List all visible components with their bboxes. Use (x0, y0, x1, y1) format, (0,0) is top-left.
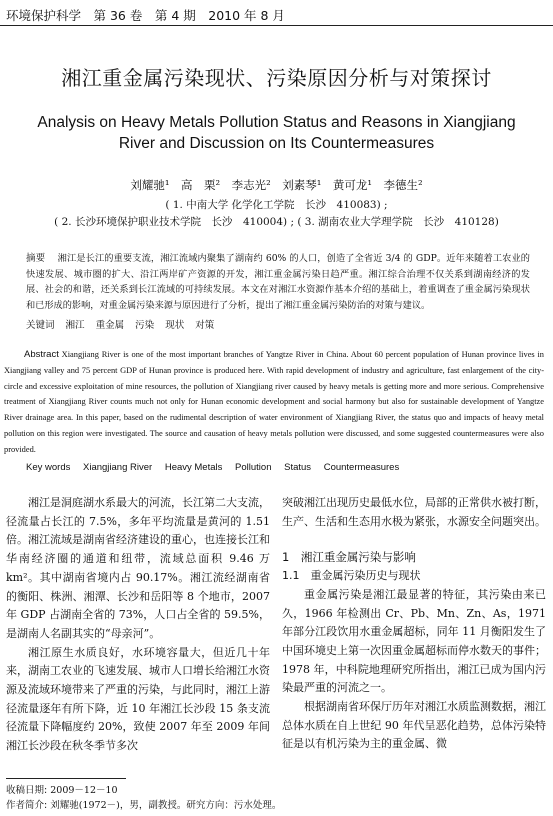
abstract-english-text: Xiangjiang River is one of the most important branches of Yangtze River in China. About 60 percent population of Hunan province lives in Xiangjiang valley and 75 percent GDP of Hunan province is produced here. With rapid development of industry and agriculture, fast enlargement of the city- circle and excessive exploitation of mine resources, the pollution of Xiangjiang river caused by heavy metals is getting more and more serious. Comprehensive treatment of Xiangjiang River counts much not only for Hunan economic development and social harmony but also for sustainable development of Yangtze River drainage area. In this paper, based on the rudimental description of water environment of Xiangjiang River, the status quo and impacts of heavy metal pollution on this region were investigated. The source and causation of heavy metals pollution were discussed, and some suggested countermeasures were also provided. (4, 350, 544, 454)
abstract-chinese-label: 摘要 (26, 253, 46, 264)
abstract-chinese (26, 251, 530, 313)
abstract-english-label: Abstract (24, 349, 59, 360)
author-bio (6, 797, 281, 811)
keywords-english (26, 462, 530, 473)
body-paragraph: 湘江是洞庭湖水系最大的河流，长江第二大支流，径流量占长江的 7.5%，多年平均流量是黄河的 1.51 倍。湘江流域是湖南省经济建设的重心，也连接长江和华南经济圈的通道和纽带，流域总面积 9.46 万 km²。其中湖南省境内占 90.17%。湘江流经湖南省的衡阳、株洲、湘潭、长沙和岳阳等 8 个地市，2007 年 GDP 占湖南全省的 73%，人口占全省的 59.5%，是湖南人名副其实的“母亲河”。 (6, 496, 270, 640)
section-heading-1: 1 湘江重金属污染与影响 (282, 550, 416, 565)
keyword-en-5: Countermeasures (323, 462, 400, 473)
running-header: 环境保护科学 第 36 卷 第 4 期 2010 年 8 月 (6, 8, 285, 23)
title-english-line-1: Analysis on Heavy Metals Pollution Status and Reasons in Xiangjiang (37, 114, 516, 131)
keyword-en-1: Xiangjiang River (83, 462, 153, 473)
abstract-chinese-text: 湘江是长江的重要支流，湘江流域内聚集了湖南约 60% 的人口，创造了全省近 3/4 的 GDP。近年来随着工农业的快速发展、城市圈的扩大、沿江两岸矿产资源的开发，湘江重金属污染日趋严重。湘江综合治理不仅关系到湖南经济的发展、社会的和谐，还关系到长江流域的可持续发展。本文在对湘江水资源作基本介绍的基础上，着重调查了重金属污染现状和已形成的影响，对重金属污染来源与原因进行了分析，提出了湘江重金属污染防治的对策与建议。 (26, 253, 530, 311)
keyword-en-3: Pollution (235, 462, 272, 473)
author-bio-value: 刘耀驰(1972－)，男，副教授。研究方向：污水处理。 (50, 800, 282, 811)
body-paragraph: 湘江原生水质良好，水环境容量大，但近几十年来，湖南工农业的飞速发展、城市人口增长给湘江水资源及流域环境带来了严重的污染，与此同时，湘江上游径流量逐年有所下降，近 10 年湘江长沙段 15 条支流径流量下降幅度约 20%，致使 2007 年至 2009 年间湘江长沙段在秋冬季节多次 (6, 645, 270, 753)
abstract-english (4, 347, 544, 458)
keyword-cn-1: 湘江 (65, 320, 85, 331)
body-paragraph: 突破湘江出现历史最低水位，局部的正常供水被打断，生产、生活和生态用水极为紧张，水源安全问题突出。 (282, 496, 546, 528)
keyword-en-2: Heavy Metals (164, 462, 223, 473)
title-chinese: 湘江重金属污染现状、污染原因分析与对策探讨 (61, 66, 492, 90)
affiliation-1: ( 1. 中南大学 化学化工学院 长沙 410083) ; (165, 199, 388, 211)
section-heading-1-1: 1.1 重金属污染历史与现状 (282, 569, 421, 583)
title-english-line-2: River and Discussion on Its Countermeasures (118, 135, 435, 152)
authors: 刘耀驰¹ 高 栗² 李志光² 刘素琴¹ 黄可龙¹ 李德生² (130, 178, 423, 192)
keyword-en-4: Status (284, 462, 312, 473)
author-bio-label: 作者简介: (6, 800, 48, 811)
received-date (6, 782, 118, 796)
keyword-cn-5: 对策 (195, 320, 215, 331)
received-label: 收稿日期: (6, 785, 48, 796)
affiliation-2: ( 2. 长沙环境保护职业技术学院 长沙 410004) ; ( 3. 湖南农业大学理学院 长沙 410128) (54, 216, 499, 228)
keyword-cn-4: 现状 (165, 320, 185, 331)
body-paragraph: 重金属污染是湘江最显著的特征，其污染由来已久，1966 年检测出 Cr、Pb、Mn、Zn、As，1971 年部分江段饮用水重金属超标，同年 11 月衡阳发生了中国环境史上第一次因重金属超标而停水数天的事件；1978 年，中科院地理研究所指出，湘江已成为国内污染最严重的河流之一。 (282, 587, 546, 695)
keyword-cn-2: 重金属 (95, 320, 125, 331)
body-left-column (6, 494, 270, 756)
received-value: 2009－12－10 (50, 785, 118, 796)
keyword-cn-3: 污染 (135, 320, 155, 331)
footnote-rule (6, 778, 126, 779)
title-english (20, 112, 533, 154)
keywords-chinese (26, 317, 530, 331)
header-rule (0, 25, 553, 26)
body-right-column (282, 494, 546, 754)
body-paragraph: 根据湖南省环保厅历年对湘江水质监测数据，湘江总体水质在自上世纪 90 年代呈恶化趋势，总体污染特征是以有机污染为主的重金属、微 (282, 700, 546, 751)
keywords-english-label: Key words (26, 462, 71, 473)
keywords-chinese-label: 关键词 (26, 320, 55, 331)
